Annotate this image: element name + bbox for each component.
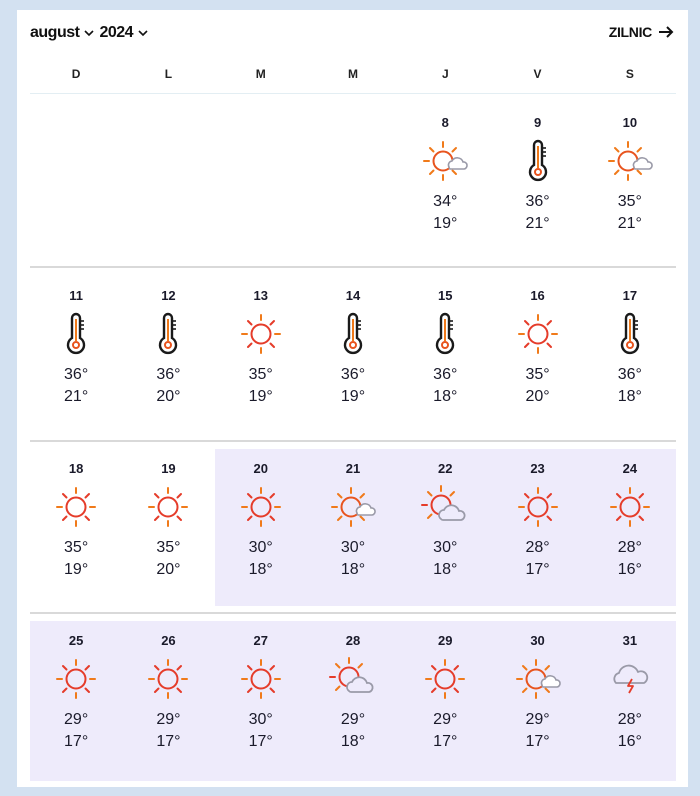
day-number: 30 <box>530 633 545 648</box>
month-label: august <box>30 24 80 41</box>
day-cell[interactable] <box>30 268 122 440</box>
min-temperature: 16° <box>617 733 642 750</box>
calendar-grid <box>30 95 676 788</box>
sun-icon <box>421 655 469 703</box>
sun-icon <box>52 655 100 703</box>
min-temperature: 17° <box>433 733 458 750</box>
min-temperature: 17° <box>64 733 89 750</box>
min-temperature: 18° <box>617 388 642 405</box>
max-temperature: 35° <box>617 193 642 210</box>
min-temperature: 17° <box>525 561 550 578</box>
max-temperature: 36° <box>433 366 458 383</box>
day-cell[interactable] <box>122 621 214 781</box>
max-temperature: 36° <box>156 366 181 383</box>
calendar-header <box>17 10 688 58</box>
empty-day-cell <box>30 95 122 266</box>
arrow-right-icon <box>658 25 674 39</box>
week-row <box>30 442 676 614</box>
min-temperature: 21° <box>525 215 550 232</box>
min-temperature: 17° <box>156 733 181 750</box>
day-number: 9 <box>533 115 542 130</box>
min-temperature: 18° <box>340 733 366 750</box>
week-row <box>30 95 676 268</box>
day-number: 24 <box>622 461 638 476</box>
day-number: 13 <box>253 288 268 303</box>
day-cell[interactable] <box>399 268 491 440</box>
sun-cloud-icon <box>329 483 377 531</box>
weekday-thursday: J <box>441 67 449 81</box>
weekday-tuesday: M <box>255 67 266 81</box>
day-number: 16 <box>530 288 545 303</box>
month-select[interactable] <box>30 24 95 42</box>
day-cell[interactable] <box>30 621 122 781</box>
sun-icon <box>237 483 285 531</box>
sun-icon <box>144 483 192 531</box>
max-temperature: 29° <box>156 711 181 728</box>
day-cell[interactable] <box>491 95 583 266</box>
day-cell[interactable] <box>399 95 491 266</box>
min-temperature: 19° <box>433 215 458 232</box>
day-number: 11 <box>69 288 84 303</box>
min-temperature: 19° <box>340 388 366 405</box>
min-temperature: 20° <box>156 561 181 578</box>
sun-icon <box>52 483 100 531</box>
sun-icon <box>514 483 562 531</box>
day-cell[interactable] <box>584 268 676 440</box>
max-temperature: 28° <box>617 539 642 556</box>
day-number: 10 <box>622 115 638 130</box>
weather-calendar-card <box>17 10 688 787</box>
sun-icon <box>606 483 654 531</box>
thermometer-icon <box>421 310 469 358</box>
day-number: 27 <box>253 633 268 648</box>
day-cell[interactable] <box>399 621 491 781</box>
empty-day-cell <box>215 95 307 266</box>
sun-icon <box>237 655 285 703</box>
sun-cloud-icon <box>514 655 562 703</box>
min-temperature: 20° <box>525 388 550 405</box>
day-cell[interactable] <box>215 268 307 440</box>
max-temperature: 28° <box>617 711 642 728</box>
max-temperature: 36° <box>617 366 642 383</box>
day-cell[interactable] <box>307 621 399 781</box>
max-temperature: 28° <box>525 539 550 556</box>
max-temperature: 30° <box>340 539 366 556</box>
day-cell[interactable] <box>122 268 214 440</box>
max-temperature: 35° <box>248 366 273 383</box>
sun-big-cloud-icon <box>329 655 377 703</box>
day-cell[interactable] <box>307 449 399 606</box>
day-number: 14 <box>345 288 361 303</box>
empty-day-cell <box>307 95 399 266</box>
day-cell[interactable] <box>307 268 399 440</box>
min-temperature: 19° <box>248 388 273 405</box>
min-temperature: 18° <box>248 561 273 578</box>
max-temperature: 29° <box>433 711 458 728</box>
weekday-saturday: S <box>625 67 634 81</box>
sun-icon <box>237 310 285 358</box>
day-number: 23 <box>530 461 545 476</box>
day-number: 26 <box>161 633 176 648</box>
sun-icon <box>144 655 192 703</box>
min-temperature: 20° <box>156 388 181 405</box>
day-cell[interactable] <box>584 95 676 266</box>
min-temperature: 18° <box>433 388 458 405</box>
sun-icon <box>514 310 562 358</box>
day-number: 25 <box>68 633 84 648</box>
weekday-header-row <box>30 66 676 94</box>
chevron-down-icon <box>137 28 149 38</box>
day-cell[interactable] <box>491 449 583 606</box>
day-cell[interactable] <box>30 449 122 606</box>
thermometer-icon <box>606 310 654 358</box>
min-temperature: 18° <box>340 561 366 578</box>
day-number: 22 <box>438 461 453 476</box>
max-temperature: 36° <box>525 193 550 210</box>
day-number: 12 <box>161 288 176 303</box>
daily-view-link[interactable] <box>609 24 674 40</box>
day-number: 20 <box>253 461 268 476</box>
weekday-wednesday: M <box>347 67 358 81</box>
max-temperature: 35° <box>156 539 181 556</box>
max-temperature: 30° <box>248 711 273 728</box>
day-cell[interactable] <box>122 449 214 606</box>
day-number: 15 <box>438 288 453 303</box>
day-cell[interactable] <box>215 621 307 781</box>
day-cell[interactable] <box>399 449 491 606</box>
thermometer-icon <box>329 310 377 358</box>
year-label: 2024 <box>99 24 134 41</box>
min-temperature: 18° <box>433 561 458 578</box>
thunderstorm-icon <box>606 655 654 703</box>
max-temperature: 36° <box>64 366 89 383</box>
day-number: 31 <box>622 633 638 648</box>
min-temperature: 19° <box>64 561 89 578</box>
day-cell[interactable] <box>491 621 583 781</box>
max-temperature: 34° <box>433 193 458 210</box>
daily-view-label: ZILNIC <box>608 24 652 40</box>
week-row <box>30 268 676 442</box>
day-number: 19 <box>161 461 176 476</box>
week-row <box>30 614 676 788</box>
max-temperature: 36° <box>340 366 366 383</box>
day-cell[interactable] <box>584 621 676 781</box>
day-cell[interactable] <box>491 268 583 440</box>
weekday-friday: V <box>533 67 542 81</box>
max-temperature: 29° <box>64 711 89 728</box>
year-select[interactable] <box>99 24 149 42</box>
day-number: 18 <box>68 461 84 476</box>
max-temperature: 29° <box>525 711 550 728</box>
weekday-monday: L <box>164 67 173 81</box>
day-number: 8 <box>441 115 449 130</box>
thermometer-icon <box>514 137 562 185</box>
empty-day-cell <box>122 95 214 266</box>
min-temperature: 16° <box>617 561 642 578</box>
max-temperature: 35° <box>64 539 89 556</box>
min-temperature: 21° <box>64 388 89 405</box>
min-temperature: 17° <box>525 733 550 750</box>
day-number: 28 <box>345 633 361 648</box>
day-cell[interactable] <box>215 449 307 606</box>
sun-cloud-icon <box>606 137 654 185</box>
day-number: 21 <box>345 461 361 476</box>
month-year-picker <box>30 24 149 42</box>
day-number: 17 <box>622 288 638 303</box>
max-temperature: 29° <box>340 711 366 728</box>
min-temperature: 21° <box>617 215 642 232</box>
max-temperature: 30° <box>248 539 273 556</box>
thermometer-icon <box>144 310 192 358</box>
max-temperature: 30° <box>433 539 458 556</box>
day-cell[interactable] <box>584 449 676 606</box>
weekday-sunday: D <box>71 67 81 81</box>
thermometer-icon <box>52 310 100 358</box>
day-number: 29 <box>438 633 453 648</box>
max-temperature: 35° <box>525 366 550 383</box>
sun-big-cloud-icon <box>421 483 469 531</box>
chevron-down-icon <box>83 28 95 38</box>
sun-cloud-icon <box>421 137 469 185</box>
min-temperature: 17° <box>248 733 273 750</box>
